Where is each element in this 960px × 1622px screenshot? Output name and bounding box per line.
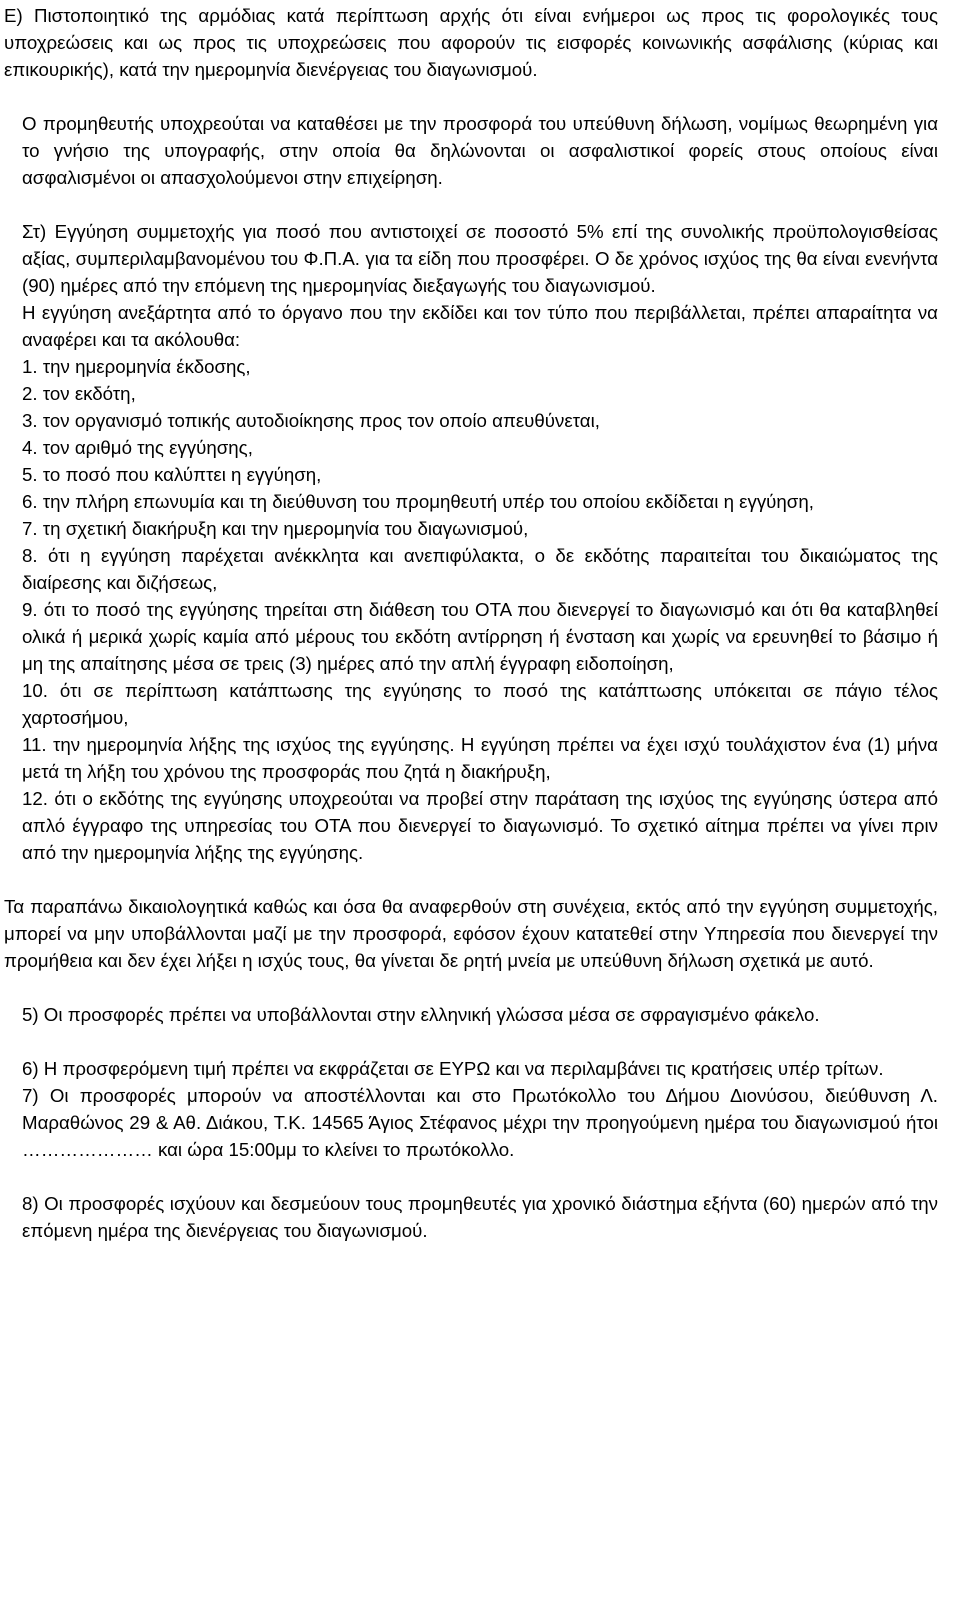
paragraph-supplier-declaration: Ο προμηθευτής υποχρεούται να καταθέσει με την προσφορά του υπεύθυνη δήλωση, νομίμως θεωρημένη για το γνήσιο της υπογραφής, στην οποία θα δηλώνονται οι ασφαλιστικοί φορείς στους οποίους είναι ασφαλισμένοι οι απασχολούμενοι στην επιχείρηση.: [22, 113, 938, 188]
list-item: 1. την ημερομηνία έκδοσης,: [22, 356, 251, 377]
list-item: 5. το ποσό που καλύπτει η εγγύηση,: [22, 464, 322, 485]
paragraph-item-8: 8) Οι προσφορές ισχύουν και δεσμεύουν τους προμηθευτές για χρονικό διάστημα εξήντα (60) ημερών από την επόμενη ημέρα της διενέργειας του διαγωνισμού.: [22, 1193, 938, 1241]
list-item: 9. ότι το ποσό της εγγύησης τηρείται στη διάθεση του ΟΤΑ που διενεργεί το διαγωνισμό και ότι θα καταβληθεί ολικά ή μερικά χωρίς καμία από μέρους του εκδότη αντίρρηση ή ένσταση και χωρίς να ερευνηθεί το βάσιμο ή μη της απαίτησης μέσα σε τρεις (3) ημέρες από την απλή έγγραφη ειδοποίηση,: [22, 599, 938, 674]
list-item: 8. ότι η εγγύηση παρέχεται ανέκκλητα και ανεπιφύλακτα, ο δε εκδότης παραιτείται του δικαιώματος της διαίρεσης και διζήσεως,: [22, 545, 938, 593]
list-item: 12. ότι ο εκδότης της εγγύησης υποχρεούται να προβεί στην παράταση της ισχύος της εγγύησης ύστερα από απλό έγγραφο της υπηρεσίας του ΟΤΑ που διενεργεί το διαγωνισμό. Το σχετικό αίτημα πρέπει να γίνει πριν από την ημερομηνία λήξης της εγγύησης.: [22, 788, 938, 863]
list-item: 10. ότι σε περίπτωση κατάπτωσης της εγγύησης το ποσό της κατάπτωσης υπόκειται σε πάγιο τέλος χαρτοσήμου,: [22, 680, 938, 728]
spacer: [22, 83, 938, 110]
spacer: [22, 866, 938, 893]
spacer: [22, 974, 938, 1001]
list-item: 11. την ημερομηνία λήξης της ισχύος της εγγύησης. Η εγγύηση πρέπει να έχει ισχύ τουλάχιστον ένα (1) μήνα μετά τη λήξη του χρόνου της προσφοράς που ζητά η διακήρυξη,: [22, 734, 938, 782]
list-item: 4. τον αριθμό της εγγύησης,: [22, 437, 253, 458]
guarantee-requirements-list: [22, 353, 938, 866]
paragraph-guarantee-intro: Η εγγύηση ανεξάρτητα από το όργανο που την εκδίδει και τον τύπο που περιβάλλεται, πρέπει απαραίτητα να αναφέρει και τα ακόλουθα:: [22, 302, 938, 350]
paragraph-item-5: 5) Οι προσφορές πρέπει να υποβάλλονται στην ελληνική γλώσσα μέσα σε σφραγισμένο φάκελο.: [22, 1004, 820, 1025]
paragraph-item-7: 7) Οι προσφορές μπορούν να αποστέλλονται και στο Πρωτόκολλο του Δήμου Διονύσου, διεύθυνση Λ. Μαραθώνος 29 & Αθ. Διάκου, Τ.Κ. 14565 Άγιος Στέφανος μέχρι την προηγούμενη ημέρα του διαγωνισμού ήτοι ………………… και ώρα 15:00μμ το κλείνει το πρωτόκολλο.: [22, 1085, 938, 1160]
list-item: 2. τον εκδότη,: [22, 383, 136, 404]
paragraph-section-st: Στ) Εγγύηση συμμετοχής για ποσό που αντιστοιχεί σε ποσοστό 5% επί της συνολικής προϋπολογισθείσας αξίας, συμπεριλαμβανομένου του Φ.Π.Α. για τα είδη που προσφέρει. Ο δε χρόνος ισχύος της θα είναι ενενήντα (90) ημέρες από την επόμενη της ημερομηνίας διεξαγωγής του διαγωνισμού.: [22, 221, 938, 296]
list-item: 6. την πλήρη επωνυμία και τη διεύθυνση του προμηθευτή υπέρ του οποίου εκδίδεται η εγγύηση,: [22, 491, 814, 512]
paragraph-item-6: 6) Η προσφερόμενη τιμή πρέπει να εκφράζεται σε ΕΥΡΩ και να περιλαμβάνει τις κρατήσεις υπέρ τρίτων.: [22, 1058, 884, 1079]
paragraph-section-e: Ε) Πιστοποιητικό της αρμόδιας κατά περίπτωση αρχής ότι είναι ενήμεροι ως προς τις φορολογικές τους υποχρεώσεις και ως προς τις υποχρεώσεις που αφορούν τις εισφορές κοινωνικής ασφάλισης (κύριας και επικουρικής), κατά την ημερομηνία διενέργειας του διαγωνισμού.: [4, 5, 938, 80]
paragraph-above-documents-note: Τα παραπάνω δικαιολογητικά καθώς και όσα θα αναφερθούν στη συνέχεια, εκτός από την εγγύηση συμμετοχής, μπορεί να μην υποβάλλονται μαζί με την προσφορά, εφόσον έχουν κατατεθεί στην Υπηρεσία που διενεργεί την προμήθεια και δεν έχει λήξει η ισχύς τους, θα γίνεται δε ρητή μνεία με υπεύθυνη δήλωση σχετικά με αυτό.: [4, 896, 938, 971]
list-item: 7. τη σχετική διακήρυξη και την ημερομηνία του διαγωνισμού,: [22, 518, 529, 539]
list-item: 3. τον οργανισμό τοπικής αυτοδιοίκησης προς τον οποίο απευθύνεται,: [22, 410, 600, 431]
spacer: [22, 191, 938, 218]
spacer: [22, 1028, 938, 1055]
spacer: [22, 1163, 938, 1190]
